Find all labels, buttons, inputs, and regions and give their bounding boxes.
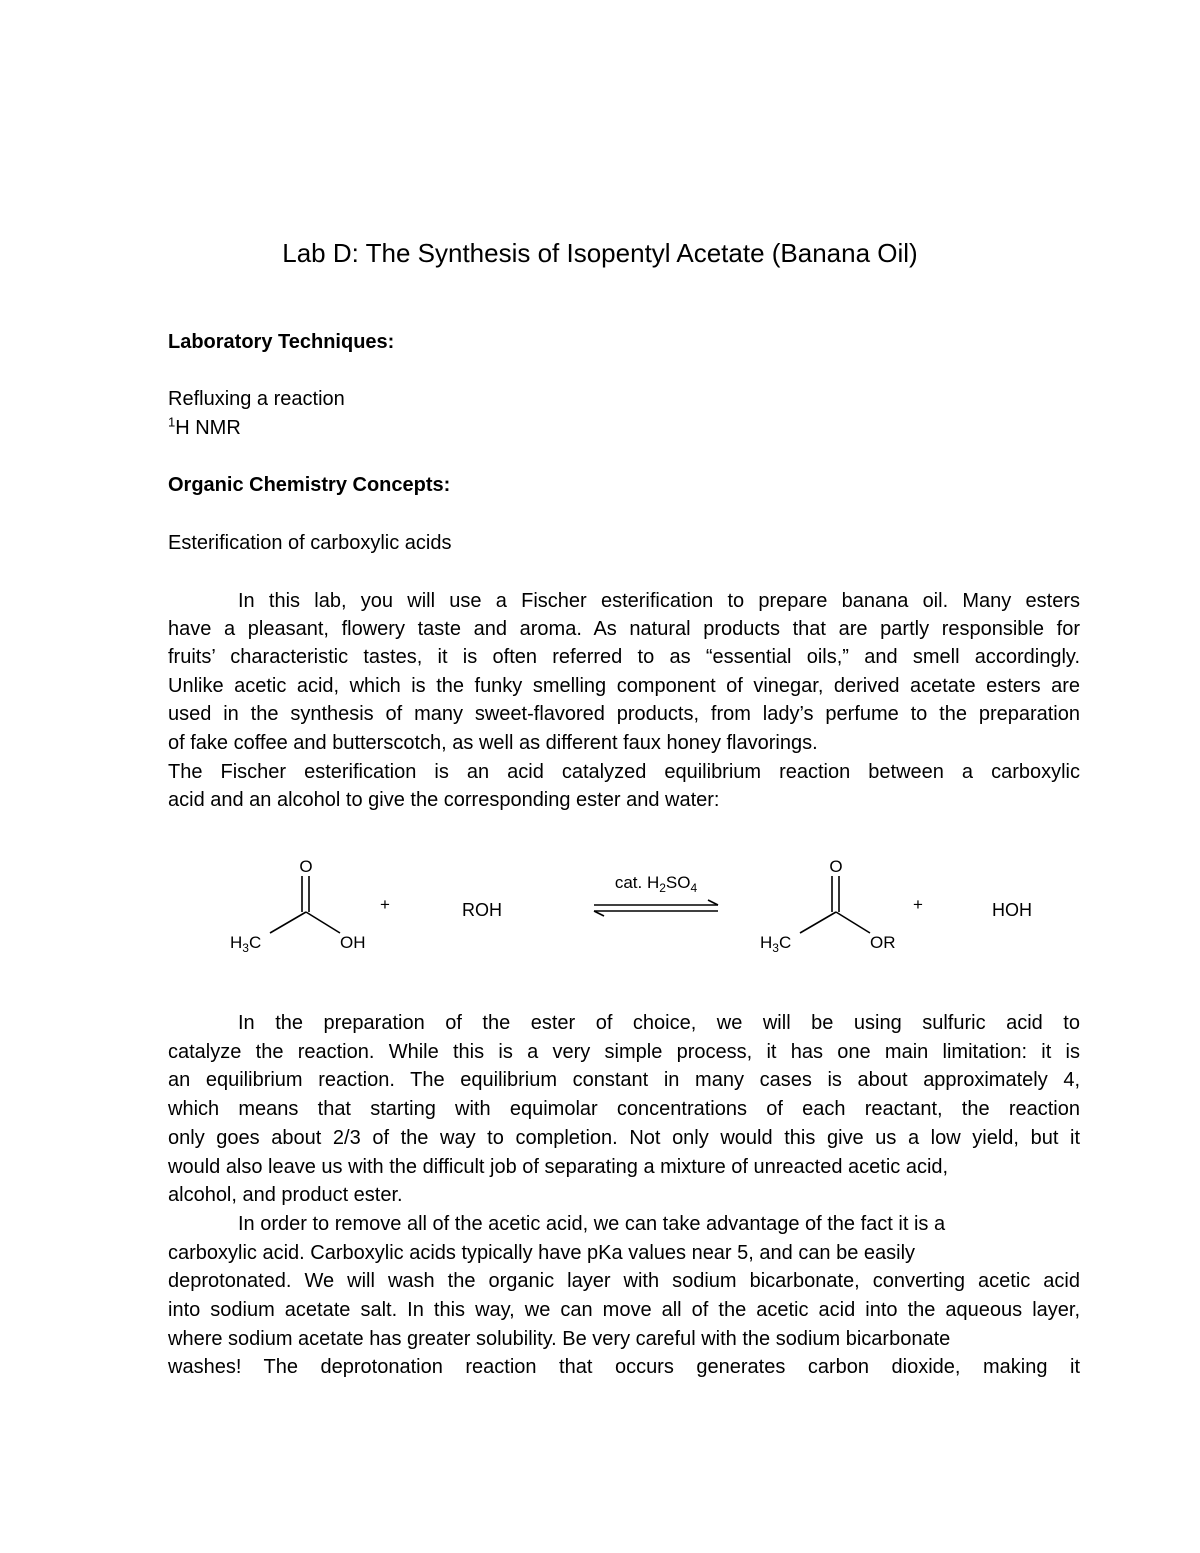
paragraph2-line: acid and an alcohol to give the corresponding ester and water: xyxy=(168,789,720,811)
concept-item-esterification: Esterification of carboxylic acids xyxy=(168,532,452,554)
paragraph4-line: where sodium acetate has greater solubility. Be very careful with the sodium bicarbonate xyxy=(168,1328,951,1350)
paragraph1-line: of fake coffee and butterscotch, as well as different faux honey flavorings. xyxy=(168,732,818,754)
paragraph4-line: deprotonated. We will wash the organic layer with sodium bicarbonate, converting acetic acid xyxy=(168,1270,1080,1292)
alcohol-label: ROH xyxy=(462,900,502,920)
ester-structure xyxy=(760,857,896,955)
catalyst-label: cat. $H_2SO_4$ xyxy=(614,873,698,895)
paragraph3-line: would also leave us with the difficult job of separating a mixture of unreacted acetic acid, xyxy=(168,1156,949,1178)
equilibrium-arrow-icon xyxy=(594,900,718,916)
alkoxy-label: OR xyxy=(870,933,896,952)
plus-sign: + xyxy=(913,895,923,914)
paragraph1-line: used in the synthesis of many sweet-flavored products, from lady’s perfume to the preparation xyxy=(168,703,1080,725)
paragraph3-line: only goes about 2/3 of the way to completion. Not only would this give us a low yield, but it xyxy=(168,1127,1080,1149)
paragraph4-line: carboxylic acid. Carboxylic acids typically have pKa values near 5, and can be easily xyxy=(168,1242,916,1264)
page-title: Lab D: The Synthesis of Isopentyl Acetate (Banana Oil) xyxy=(282,238,918,268)
esterification-reaction-scheme xyxy=(190,846,1070,976)
water-label: HOH xyxy=(992,900,1032,920)
paragraph3-line: alcohol, and product ester. xyxy=(168,1184,403,1206)
paragraph3-line: which means that starting with equimolar concentrations of each reactant, the reaction xyxy=(168,1098,1080,1120)
methyl-label: $H_3C$ xyxy=(760,933,792,955)
methyl-label: $H_3C$ xyxy=(230,933,262,955)
paragraph1-line: In this lab, you will use a Fischer esterification to prepare banana oil. Many esters xyxy=(238,590,1080,612)
carbonyl-oxygen-label: O xyxy=(299,857,313,876)
paragraph1-line: Unlike acetic acid, which is the funky smelling component of vinegar, derived acetate esters are xyxy=(168,675,1080,697)
paragraph3-line: catalyze the reaction. While this is a very simple process, it has one main limitation: it is xyxy=(168,1041,1080,1063)
techniques-heading: Laboratory Techniques: xyxy=(168,331,395,353)
carbonyl-oxygen-label: O xyxy=(829,857,843,876)
paragraph4-line: washes! The deprotonation reaction that occurs generates carbon dioxide, making it xyxy=(168,1356,1080,1378)
plus-sign: + xyxy=(380,895,390,914)
nmr-superscript: 1 xyxy=(168,414,176,430)
paragraph1-line: fruits’ characteristic tastes, it is often referred to as “essential oils,” and smell accordingly. xyxy=(168,646,1080,668)
paragraph1-line: have a pleasant, flowery taste and aroma. As natural products that are partly responsible for xyxy=(168,618,1080,640)
technique-item-nmr xyxy=(168,414,241,442)
paragraph3-line: In the preparation of the ester of choice, we will be using sulfuric acid to xyxy=(238,1012,1080,1034)
paragraph4-line: In order to remove all of the acetic acid, we can take advantage of the fact it is a xyxy=(238,1213,946,1235)
paragraph3-line: an equilibrium reaction. The equilibrium constant in many cases is about approximately 4, xyxy=(168,1069,1080,1091)
concepts-heading: Organic Chemistry Concepts: xyxy=(168,474,451,496)
nmr-label: H NMR xyxy=(175,417,241,439)
technique-item-reflux: Refluxing a reaction xyxy=(168,388,345,410)
acetic-acid-structure xyxy=(230,857,366,955)
paragraph2-line: The Fischer esterification is an acid catalyzed equilibrium reaction between a carboxylic xyxy=(168,761,1080,783)
paragraph4-line: into sodium acetate salt. In this way, we can move all of the acetic acid into the aqueous layer, xyxy=(168,1299,1080,1321)
hydroxyl-label: OH xyxy=(340,933,366,952)
